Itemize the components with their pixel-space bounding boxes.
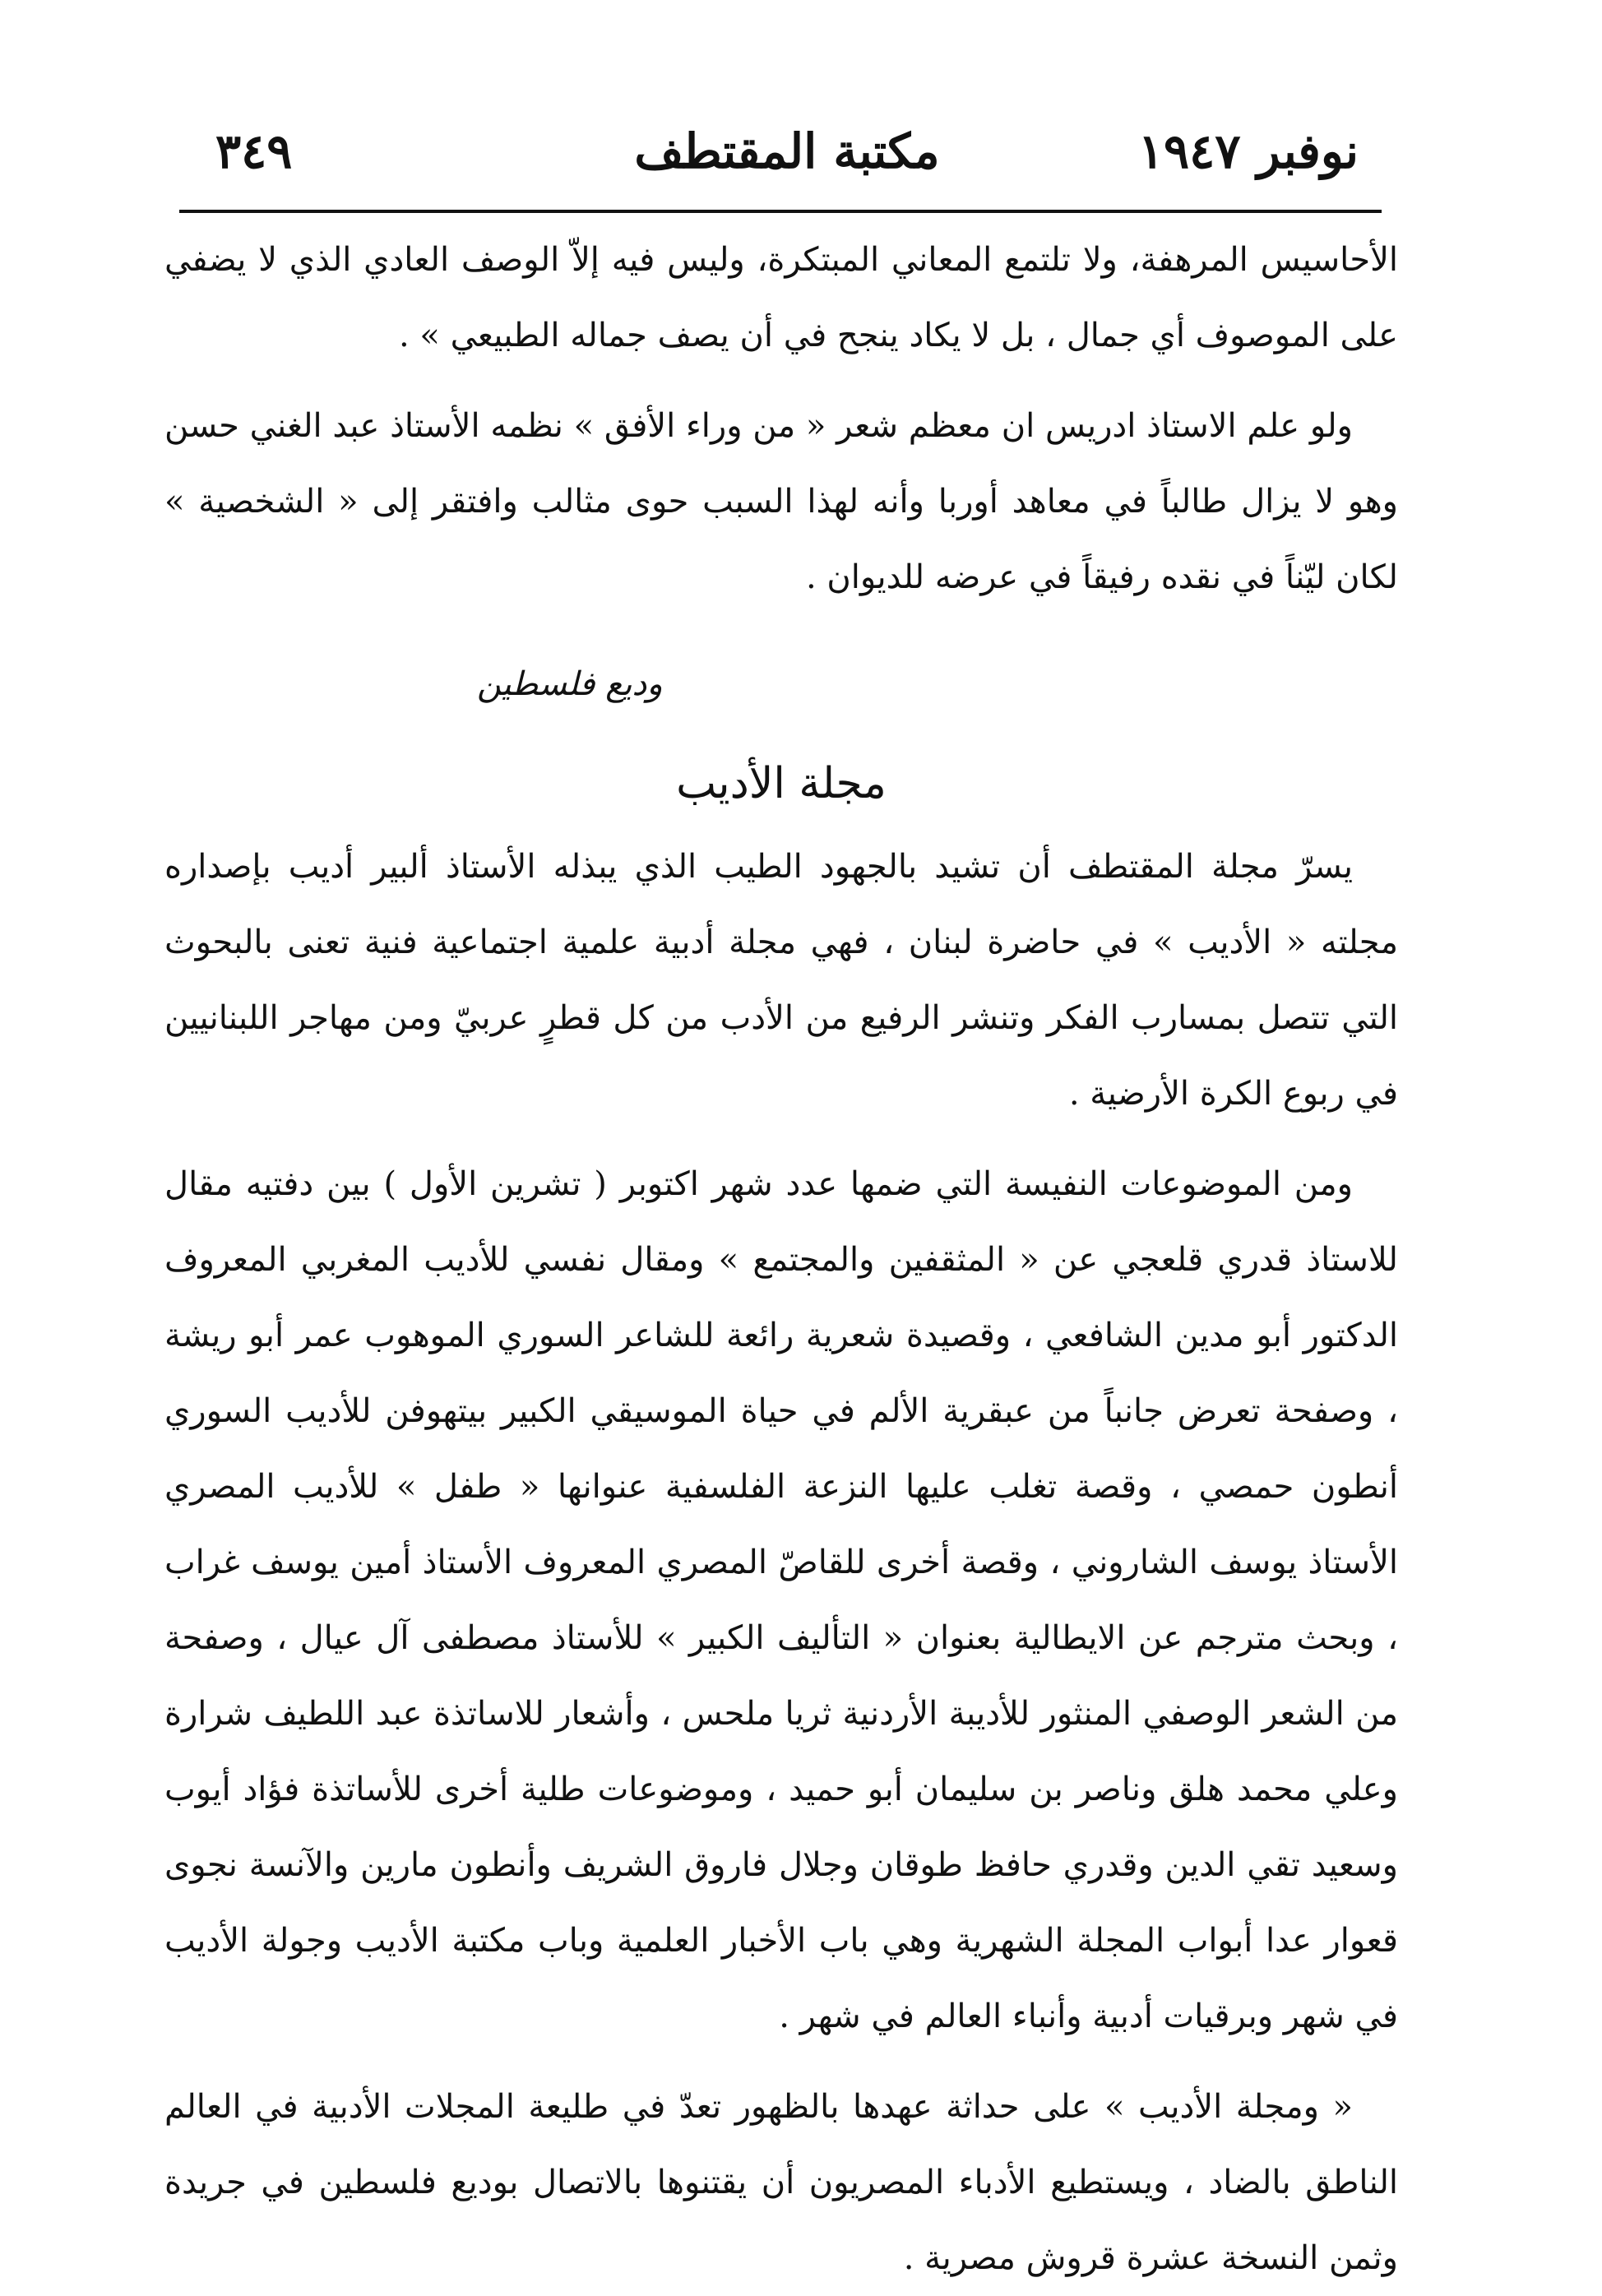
header-rule [179, 210, 1382, 213]
paragraph-1: الأحاسيس المرهفة، ولا تلتمع المعاني المبتكرة، وليس فيه إلاّ الوصف العادي الذي لا يضفي على الموصوف أي جمال ، بل لا يكاد ينجح في أن يصف جماله الطبيعي » . [164, 241, 1398, 354]
page-header [215, 123, 1359, 197]
author-signature [164, 615, 1398, 738]
paragraph-2: ولو علم الاستاذ ادريس ان معظم شعر « من وراء الأفق » نظمه الأستاذ عبد الغني حسن وهو لا يزال طالباً في معاهد أوربا وأنه لهذا السبب حوى مثالب وافتقر إلى « الشخصية » لكان ليّناً في نقده رفيقاً في عرضه للديوان . [164, 407, 1398, 596]
paragraph-5: « ومجلة الأديب » على حداثة عهدها بالظهور تعدّ في طليعة المجلات الأدبية في العالم الناطق بالضاد ، ويستطيع الأدباء المصريون أن يقتنوها بالاتصال بوديع فلسطين في جريدة وثمن النسخة عشرة قروش مصرية . [164, 2088, 1398, 2277]
header-title: مكتبة المقتطف [634, 123, 940, 179]
signature-text: وديع فلسطين [477, 665, 663, 703]
paragraph-4: ومن الموضوعات النفيسة التي ضمها عدد شهر اكتوبر ( تشرين الأول ) بين دفتيه مقال للاستاذ قدري قلعجي عن « المثقفين والمجتمع » ومقال نفسي للأديب المغربي المعروف الدكتور أبو مدين الشافعي ، وقصيدة شعرية رائعة للشاعر السوري الموهوب عمر أبو ريشة ، وصفحة تعرض جانباً من عبقرية الألم في حياة الموسيقي الكبير بيتهوفن للأديب السوري أنطون حمصي ، وقصة تغلب عليها النزعة الفلسفية عنوانها « طفل » للأديب المصري الأستاذ يوسف الشاروني ، وقصة أخرى للقاصّ المصري المعروف الأستاذ أمين يوسف غراب ، وبحث مترجم عن الايطالية بعنوان « التأليف الكبير » للأستاذ مصطفى آل عيال ، وصفحة من الشعر الوصفي المنثور للأديبة الأردنية ثريا ملحس ، وأشعار للاساتذة عبد اللطيف شرارة وعلي محمد هلق وناصر بن سليمان أبو حميد ، وموضوعات طلية أخرى للأساتذة فؤاد أيوب وسعيد تقي الدين وقدري حافظ طوقان وجلال فاروق الشريف وأنطون مارين والآنسة نجوى قعوار عدا أبواب المجلة الشهرية وهي باب الأخبار العلمية وباب مكتبة الأديب وجولة الأديب في شهر وبرقيات أدبية وأنباء العالم في شهر . [164, 1165, 1399, 2035]
article-body [164, 222, 1398, 2296]
header-date: نوفبر ١٩٤٧ [1137, 123, 1359, 179]
section-title: مجلة الأديب [676, 759, 887, 808]
page-number: ٣٤٩ [215, 123, 293, 179]
paragraph-3: يسرّ مجلة المقتطف أن تشيد بالجهود الطيب الذي يبذله الأستاذ ألبير أديب بإصداره مجلته « الأديب » في حاضرة لبنان ، فهي مجلة أدبية علمية اجتماعية فنية تعنى بالبحوث التي تتصل بمسارب الفكر وتنشر الرفيع من الأدب من كل قطرٍ عربيّ ومن مهاجر اللبنانيين في ربوع الكرة الأرضية . [164, 848, 1398, 1113]
